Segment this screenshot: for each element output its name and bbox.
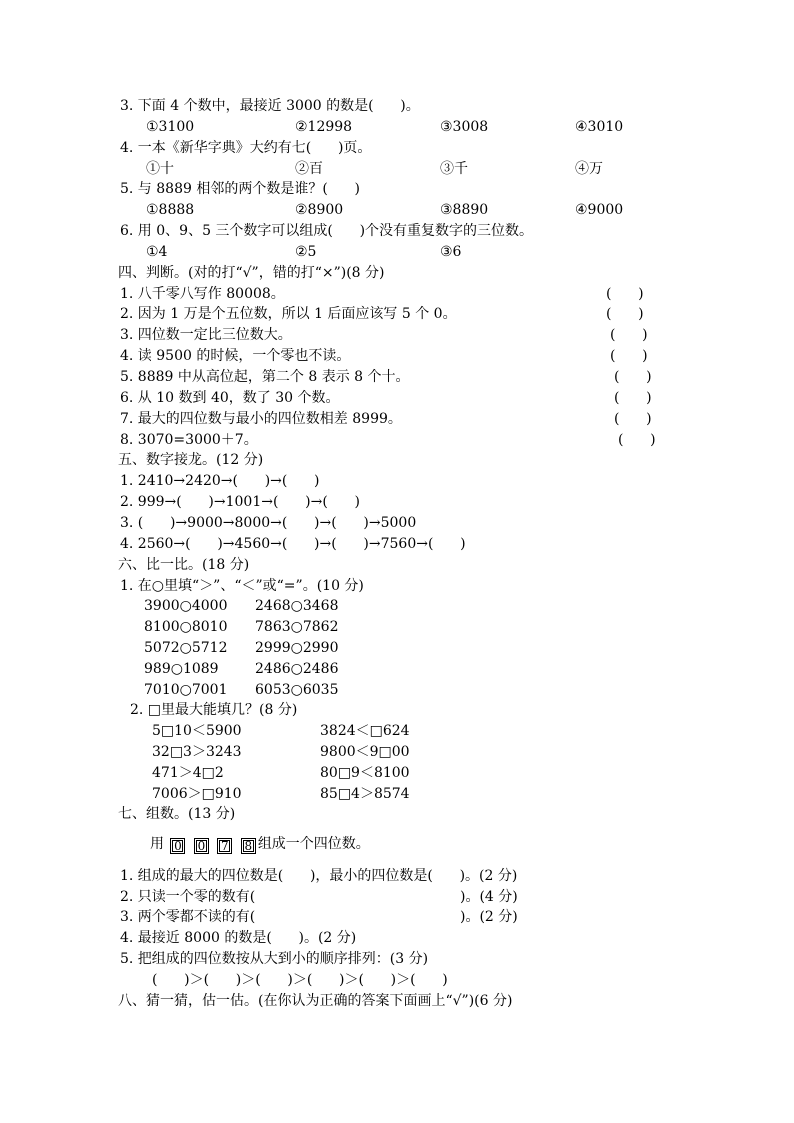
compare-cell: 2468○3468: [255, 598, 339, 614]
q6-option-1: ①4: [146, 244, 168, 260]
compare-cell: 2486○2486: [255, 661, 339, 677]
q5-stem: 5. 与 8889 相邻的两个数是谁？( ): [120, 181, 360, 197]
fill-box-cell: 5□10＜5900: [152, 723, 242, 739]
judge-item: 3. 四位数一定比三位数大。: [120, 327, 292, 343]
compare-cell: 2999○2990: [255, 640, 339, 656]
fill-box-cell: 471＞4□2: [152, 765, 224, 781]
q4-option-1: ①十: [146, 161, 174, 177]
compare-part2-title: 2. □里最大能填几？(8 分): [130, 702, 298, 718]
judge-item: 1. 八千零八写作 80008。: [120, 286, 285, 302]
q3-option-2: ②12998: [295, 119, 353, 135]
q6-option-3: ③6: [440, 244, 462, 260]
judge-answer-paren: ( ): [606, 286, 644, 302]
q4-option-2: ②百: [295, 161, 323, 177]
sequence-item: 4. 2560→( )→4560→( )→( )→7560→( ): [120, 536, 466, 552]
section4-heading: 四、判断。(对的打“√”，错的打“×”)(8 分): [118, 265, 385, 281]
compare-cell: 7010○7001: [144, 682, 228, 698]
fill-box-cell: 32□3＞3243: [152, 744, 242, 760]
q5-option-3: ③8890: [440, 202, 489, 218]
compose-item: 1. 组成的最大的四位数是( )，最小的四位数是( )。(2 分): [120, 868, 518, 884]
q6-option-2: ②5: [295, 244, 317, 260]
judge-answer-paren: ( ): [606, 306, 644, 322]
sequence-item: 3. ( )→9000→8000→( )→( )→5000: [120, 515, 417, 531]
intro-prefix: 用: [150, 836, 164, 852]
judge-item: 2. 因为 1 万是个五位数，所以 1 后面应该写 5 个 0。: [120, 306, 457, 322]
compose-item: 5. 把组成的四位数按从大到小的顺序排列：(3 分): [120, 951, 429, 967]
fill-box-cell: 3824＜□624: [320, 723, 410, 739]
digit-card: 7: [217, 838, 232, 854]
digit-card: 8: [241, 838, 256, 854]
compare-cell: 3900○4000: [144, 598, 228, 614]
q4-option-4: ④万: [575, 161, 603, 177]
q4-stem: 4. 一本《新华字典》大约有七( )页。: [120, 140, 372, 156]
q6-stem: 6. 用 0、9、5 三个数字可以组成( )个没有重复数字的三位数。: [120, 223, 534, 239]
section6-heading: 六、比一比。(18 分): [118, 557, 250, 573]
judge-answer-paren: ( ): [610, 327, 648, 343]
q3-stem: 3. 下面 4 个数中，最接近 3000 的数是( )。: [120, 98, 420, 114]
sequence-item: 1. 2410→2420→( )→( ): [120, 473, 320, 489]
fill-box-cell: 85□4＞8574: [320, 786, 410, 802]
compose-item: 3. 两个零都不读的有( )。(2 分): [120, 909, 518, 925]
compare-part1-title: 1. 在○里填“＞”、“＜”或“=”。(10 分): [120, 578, 364, 594]
compose-item: 4. 最接近 8000 的数是( )。(2 分): [120, 930, 357, 946]
judge-item: 4. 读 9500 的时候，一个零也不读。: [120, 348, 351, 364]
judge-item: 5. 8889 中从高位起，第二个 8 表示 8 个十。: [120, 369, 410, 385]
fill-box-cell: 9800＜9□00: [320, 744, 410, 760]
sequence-item: 2. 999→( )→1001→( )→( ): [120, 494, 360, 510]
judge-item: 7. 最大的四位数与最小的四位数相差 8999。: [120, 411, 402, 427]
q3-option-4: ④3010: [575, 119, 624, 135]
q5-option-4: ④9000: [575, 202, 624, 218]
compare-cell: 8100○8010: [144, 619, 228, 635]
section8-heading: 八、猜一猜，估一估。(在你认为正确的答案下面画上“√”)(6 分): [118, 993, 513, 1009]
judge-answer-paren: ( ): [618, 432, 656, 448]
judge-answer-paren: ( ): [614, 369, 652, 385]
compare-cell: 5072○5712: [144, 640, 228, 656]
judge-item: 6. 从 10 数到 40，数了 30 个数。: [120, 390, 340, 406]
fill-box-cell: 80□9＜8100: [320, 765, 410, 781]
compare-cell: 6053○6035: [255, 682, 339, 698]
compare-cell: 7863○7862: [255, 619, 339, 635]
digit-card: 0: [170, 838, 185, 854]
judge-answer-paren: ( ): [614, 390, 652, 406]
digit-card: 0: [194, 838, 209, 854]
digit-cards-intro: [150, 834, 370, 854]
fill-box-cell: 7006＞□910: [152, 786, 242, 802]
section5-heading: 五、数字接龙。(12 分): [118, 452, 264, 468]
intro-suffix: 组成一个四位数。: [257, 836, 370, 852]
section7-heading: 七、组数。(13 分): [118, 806, 236, 822]
order-line: ( )＞( )＞( )＞( )＞( )＞( ): [152, 972, 448, 988]
judge-item: 8. 3070=3000＋7。: [120, 432, 258, 448]
judge-answer-paren: ( ): [614, 411, 652, 427]
compose-item: 2. 只读一个零的数有( )。(4 分): [120, 889, 518, 905]
judge-answer-paren: ( ): [610, 348, 648, 364]
q3-option-1: ①3100: [146, 119, 195, 135]
q4-option-3: ③千: [440, 161, 468, 177]
compare-cell: 989○1089: [144, 661, 219, 677]
q5-option-1: ①8888: [146, 202, 195, 218]
q5-option-2: ②8900: [295, 202, 344, 218]
q3-option-3: ③3008: [440, 119, 489, 135]
